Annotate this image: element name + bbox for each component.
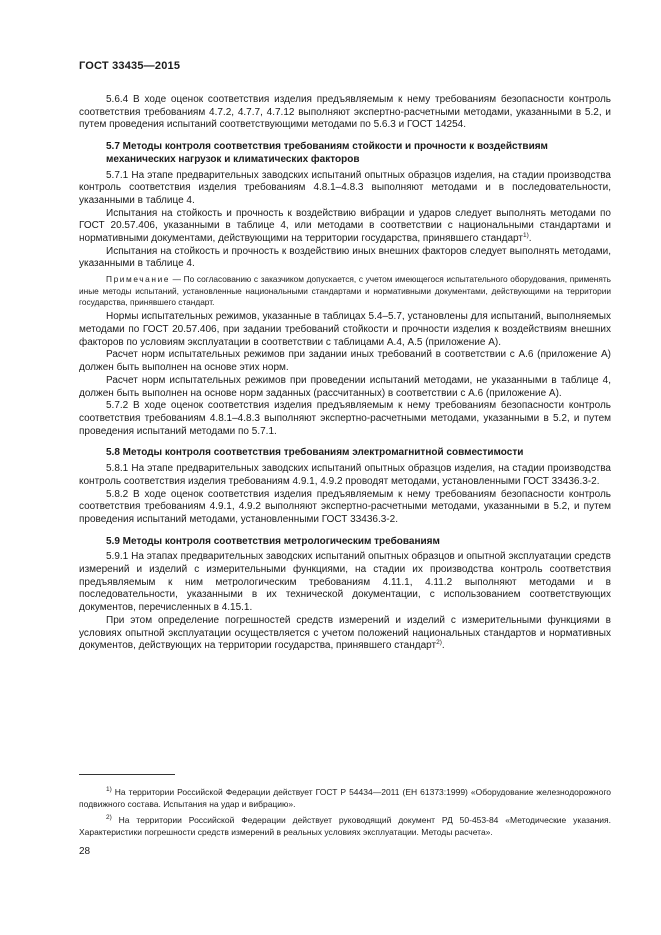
document-header: ГОСТ 33435—2015 xyxy=(79,60,181,72)
paragraph-other-factors: Испытания на стойкость и прочность к воздействию иных внешних факторов следует выполнять методами, указанными в таблице 4. xyxy=(79,245,611,270)
footnote-ref-1: 1) xyxy=(522,232,529,240)
footnote-mark: 1) xyxy=(106,786,112,793)
section-heading-5-7: 5.7 Методы контроля соответствия требованиям стойкости и прочности к воздействиям механических нагрузок и климатических факторов xyxy=(106,141,548,165)
paragraph-5-8-1: 5.8.1 На этапе предварительных заводских испытаний опытных образцов изделия, на стадии производства контроль соответствия изделия требованиям 4.9.1, 4.9.2 проводят методами, установленными ГОСТ 33436.3-2. xyxy=(79,463,611,487)
section-heading-5-9: 5.9 Методы контроля соответствия метрологическим требованиям xyxy=(106,535,440,547)
paragraph-5-7-2: 5.7.2 В ходе оценок соответствия изделия предъявляемым к нему требованиям безопасности контроль соответствия требованиям 4.8.1–4.8.3 выполняют экспертно-расчетными методами, указанными в 5.2, и путем проведения испытаний методами по 5.7.1. xyxy=(79,400,611,437)
paragraph-text: При этом определение погрешностей средств измерений и изделий с измерительными функциями в условиях опытной эксплуатации осуществляется с учетом положений национальных стандартов и нормативных документов, действующих на территории государства, принявшего стандарт xyxy=(79,614,611,652)
paragraph-text: Испытания на стойкость и прочность к воздействию вибрации и ударов следует выполнять методами по ГОСТ 20.57.406, указанными в таблице 4, или методами в соответствии с национальными стандартами и нормативными документами, действующими на территории государства, принявшего стандарт xyxy=(79,207,611,245)
note xyxy=(79,274,611,308)
footnote-divider xyxy=(79,774,175,775)
paragraph-5-8-2: 5.8.2 В ходе оценок соответствия изделия предъявляемым к нему требованиям безопасности контроль соответствия требованиям 4.9.1, 4.9.2 выполняют экспертно-расчетными методами, указанными в 5.2, и путем проведения испытаний методами, установленными ГОСТ 33436.3-2. xyxy=(79,488,611,525)
paragraph-measurement-errors: При этом определение погрешностей средств измерений и изделий с измерительными функциями в условиях опытной эксплуатации осуществляется с учетом положений национальных стандартов и нормативных документов, действующих на территории государства, принявшего стандарт$^{2)}$. xyxy=(79,614,611,652)
footnote-text: На территории Российской Федерации действует руководящий документ РД 50-453-84 «Методические указания. Характеристики погрешности средств измерений в реальных условиях эксплуатации. Методы расчета». xyxy=(79,815,611,837)
paragraph-norm-calc-2: Расчет норм испытательных режимов при проведении испытаний методами, не указанными в таблице 4, должен быть выполнен на основе норм заданных (рассчитанных) в соответствии с А.6 (приложение А). xyxy=(79,374,611,399)
paragraph-norm-calc-1: Расчет норм испытательных режимов при задании иных требований в соответствии с А.6 (приложение А) должен быть выполнен на основе этих норм. xyxy=(79,349,611,374)
footnote-2 xyxy=(79,815,611,838)
footnote-1 xyxy=(79,787,611,810)
footnote-mark: 2) xyxy=(106,814,112,822)
footnote-ref-2: 2) xyxy=(436,639,442,647)
page-number: 28 xyxy=(79,846,91,857)
note-label: Примечание xyxy=(106,274,171,285)
footnote-text: На территории Российской Федерации действует ГОСТ Р 54434—2011 (ЕН 61373:1999) «Оборудование железнодорожного подвижного состава. Испытания на удар и вибрацию». xyxy=(79,787,611,809)
section-heading-5-8: 5.8 Методы контроля соответствия требованиям электромагнитной совместимости xyxy=(106,447,524,459)
paragraph-5-6-4: 5.6.4 В ходе оценок соответствия изделия предъявляемым к нему требованиям безопасности контроль соответствия требованиям 4.7.2, 4.7.7, 4.7.12 выполняют экспертно-расчетными методами, указанными в 5.2, и путем проведения испытаний соответствующими методами по 5.6.3 и ГОСТ 14254. xyxy=(79,94,611,131)
footnotes xyxy=(79,787,611,843)
paragraph-vibration-tests: Испытания на стойкость и прочность к воздействию вибрации и ударов следует выполнять методами по ГОСТ 20.57.406, указанными в таблице 4, или методами в соответствии с национальными стандартами и нормативными документами, действующими на территории государства, принявшего стандарт$^{1)}$. xyxy=(79,207,611,245)
paragraph-test-norms: Нормы испытательных режимов, указанные в таблицах 5.4–5.7, установлены для испытаний, выполняемых методами по ГОСТ 20.57.406, при задании требований стойкости и прочности изделия к воздействиям внешних факторов по условиям эксплуатации в соответствии с таблицами А.4, А.5 (приложение А). xyxy=(79,311,611,348)
paragraph-5-7-1: 5.7.1 На этапе предварительных заводских испытаний опытных образцов изделия, на стадии производства контроль соответствия изделия требованиям 4.8.1–4.8.3 выполняют методами и в последовательности, указанными в таблице 4. xyxy=(79,169,611,206)
paragraph-5-9-1: 5.9.1 На этапах предварительных заводских испытаний опытных образцов и опытной эксплуатации средств измерений и изделий с измерительными функциями, на стадии их производства контроль соответствия предъявляемым к ним метрологическим требованиям 4.11.1, 4.11.2 выполняют методами и в последовательности, указанными в их технической документации, с использованием соответствующих документов, перечисленных в 4.15.1. xyxy=(79,551,611,614)
note-text: — По согласованию с заказчиком допускается, с учетом имеющегося испытательного оборудования, применять иные методы испытаний, установленные национальными стандартами и нормативными документами, действующими на территории государства, принявшего стандарт. xyxy=(79,274,611,307)
main-content xyxy=(79,94,611,653)
